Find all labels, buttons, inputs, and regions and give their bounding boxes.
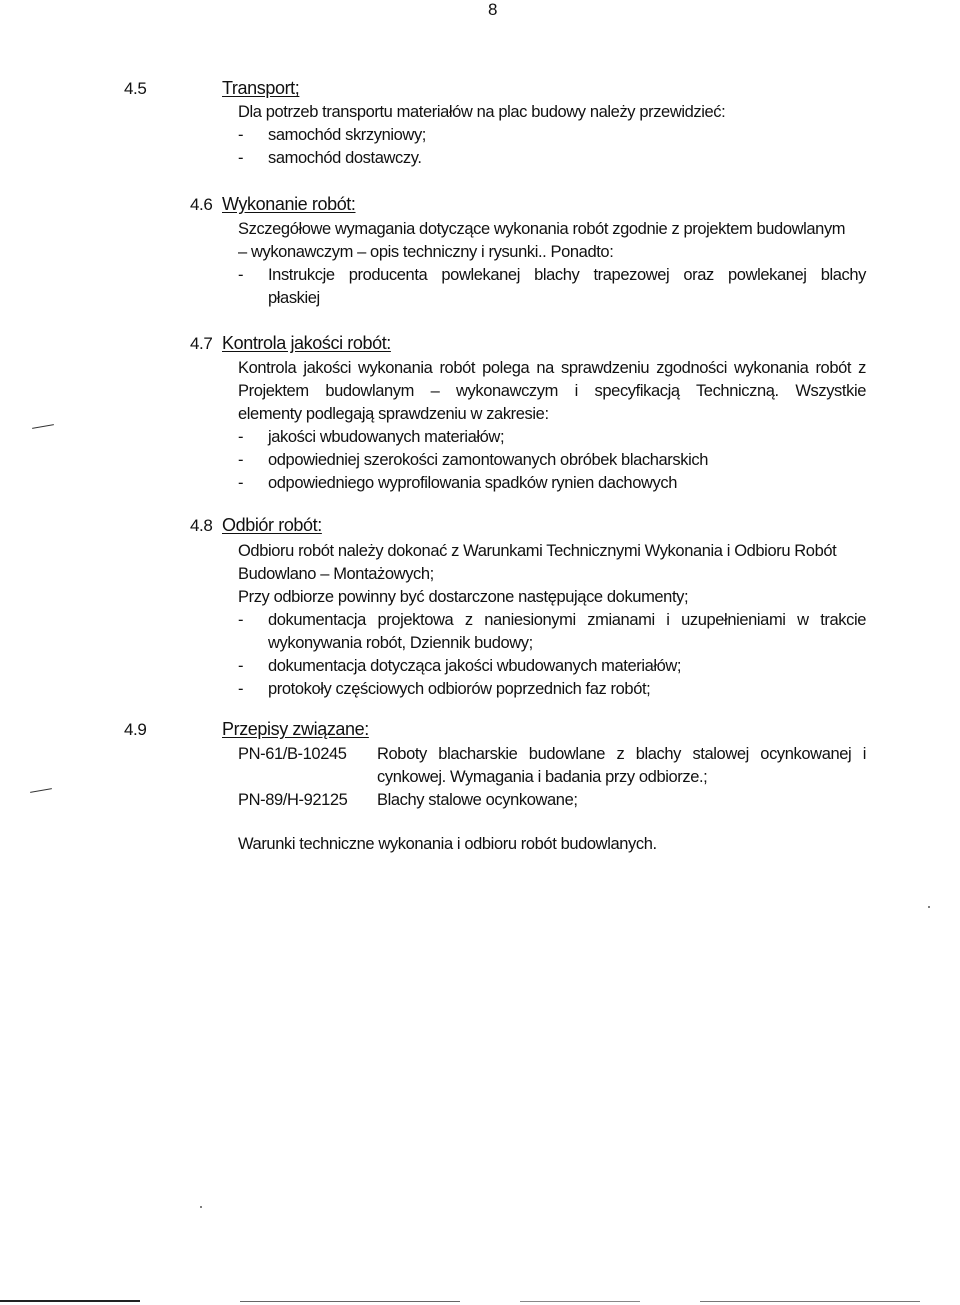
section-4-6-number: 4.6: [190, 195, 213, 214]
section-4-5-number: 4.5: [124, 79, 147, 98]
section-4-7-title: Kontrola jakości robót:: [222, 333, 391, 353]
section-4-6-line: – wykonawczym – opis techniczny i rysunki.. Ponadto:: [238, 243, 614, 261]
bullet-dash: -: [238, 428, 244, 446]
section-4-6-line: Szczegółowe wymagania dotyczące wykonania robót zgodnie z projektem budowlanym: [238, 220, 846, 238]
section-4-7-item: odpowiedniego wyprofilowania spadków rynien dachowych: [268, 474, 677, 492]
section-4-8-line: Przy odbiorze powinny być dostarczone następujące dokumenty;: [238, 588, 689, 606]
section-4-8-title: Odbiór robót:: [222, 515, 322, 535]
section-4-5-item: samochód skrzyniowy;: [268, 126, 426, 144]
page-number: 8: [488, 0, 498, 19]
bottom-rule: [700, 1301, 920, 1302]
bullet-dash: -: [238, 657, 244, 675]
section-4-9-number: 4.9: [124, 720, 147, 739]
scan-dot: [200, 1206, 202, 1208]
margin-mark: [30, 788, 52, 793]
bullet-dash: -: [238, 451, 244, 469]
section-4-7-number: 4.7: [190, 334, 213, 353]
bullet-dash: -: [238, 149, 244, 167]
bullet-dash: -: [238, 611, 244, 629]
scan-dot: [928, 906, 930, 908]
section-4-9-footer: Warunki techniczne wykonania i odbioru robót budowlanych.: [238, 835, 657, 853]
section-4-6-title: Wykonanie robót:: [222, 194, 356, 214]
section-4-5-title: Transport;: [222, 78, 300, 98]
margin-mark: [32, 424, 54, 429]
section-4-8-item: wykonywania robót, Dziennik budowy;: [268, 634, 533, 652]
bottom-rule: [520, 1301, 640, 1302]
section-4-8-line: Budowlano – Montażowych;: [238, 565, 434, 583]
section-4-7-line: elementy podlegają sprawdzeniu w zakresie:: [238, 405, 549, 423]
reference-description: Blachy stalowe ocynkowane;: [377, 791, 578, 809]
section-4-8-line: Odbioru robót należy dokonać z Warunkami Technicznymi Wykonania i Odbioru Robót: [238, 542, 837, 560]
bottom-rule: [240, 1301, 460, 1302]
reference-description: cynkowej. Wymagania i badania przy odbiorze.;: [377, 768, 708, 786]
reference-code: PN-89/H-92125: [238, 791, 348, 809]
bullet-dash: -: [238, 474, 244, 492]
reference-description: Roboty blacharskie budowlane z blachy stalowej ocynkowanej i: [377, 745, 866, 763]
section-4-5-intro: Dla potrzeb transportu materiałów na plac budowy należy przewidzieć:: [238, 103, 726, 121]
section-4-9-title: Przepisy związane:: [222, 719, 369, 739]
section-4-8-item: dokumentacja projektowa z naniesionymi zmianami i uzupełnieniami w trakcie: [268, 611, 866, 629]
section-4-8-item: dokumentacja dotycząca jakości wbudowanych materiałów;: [268, 657, 682, 675]
section-4-8-number: 4.8: [190, 516, 213, 535]
bottom-rule: [0, 1300, 140, 1302]
section-4-7-line: Kontrola jakości wykonania robót polega na sprawdzeniu zgodności wykonania robót z: [238, 359, 866, 377]
bullet-dash: -: [238, 266, 244, 284]
section-4-7-item: odpowiedniej szerokości zamontowanych obróbek blacharskich: [268, 451, 708, 469]
bullet-dash: -: [238, 680, 244, 698]
bullet-dash: -: [238, 126, 244, 144]
section-4-5-item: samochód dostawczy.: [268, 149, 422, 167]
section-4-7-item: jakości wbudowanych materiałów;: [268, 428, 505, 446]
section-4-6-item: płaskiej: [268, 289, 320, 307]
section-4-7-line: Projektem budowlanym – wykonawczym i specyfikacją Techniczną. Wszystkie: [238, 382, 866, 400]
section-4-6-item: Instrukcje producenta powlekanej blachy trapezowej oraz powlekanej blachy: [268, 266, 866, 284]
reference-code: PN-61/B-10245: [238, 745, 347, 763]
section-4-8-item: protokoły częściowych odbiorów poprzednich faz robót;: [268, 680, 651, 698]
